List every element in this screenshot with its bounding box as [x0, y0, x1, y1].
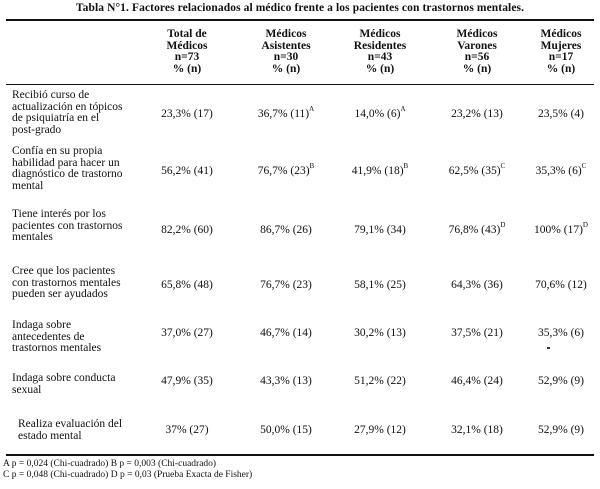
- footnote: A p = 0,024 (Chi-cuadrado) B p = 0,003 (Chi-cuadrado): [3, 459, 217, 469]
- cell-value: 32,1% (18): [451, 424, 503, 436]
- table-cell: [506, 162, 600, 177]
- column-n: n=17: [548, 51, 574, 63]
- table-cell: [132, 424, 242, 436]
- column-header-line: Mujeres: [540, 39, 582, 52]
- cell-value: 23,5% (4): [538, 108, 584, 120]
- row-label-line: pueden ser ayudados: [12, 288, 108, 301]
- cell-value: 41,9% (18): [351, 165, 404, 177]
- bottom-rule: [6, 454, 594, 456]
- column-unit: % (n): [462, 62, 492, 75]
- column-header-line: Total de: [167, 28, 207, 40]
- row-label-line: Tiene interés por los: [12, 208, 106, 220]
- row-label: [12, 146, 123, 192]
- row-label-line: de psiquiatría en el: [12, 112, 100, 125]
- cell-value: 46,4% (24): [451, 375, 503, 387]
- column-header-line: Médicos: [166, 39, 208, 52]
- column-header: [132, 29, 242, 75]
- cell-value: 86,7% (26): [260, 224, 312, 236]
- table-cell: [132, 279, 242, 291]
- table-cell: [506, 108, 600, 120]
- table-cell: [132, 375, 242, 387]
- significance-marker: B: [403, 162, 409, 171]
- row-label-line: habilidad para hacer un: [12, 156, 120, 169]
- cell-value: 37,5% (21): [451, 327, 503, 339]
- row-label-line: con trastornos mentales: [12, 276, 121, 289]
- cell-value: 76,8% (43): [448, 224, 501, 236]
- cell-value: 30,2% (13): [354, 327, 406, 339]
- table-cell: [325, 224, 435, 236]
- row-label: [12, 209, 123, 244]
- row-label-line: trastornos mentales: [12, 342, 102, 355]
- row-label-line: Cree que los pacientes: [12, 265, 116, 277]
- table-cell: [132, 165, 242, 177]
- table-cell: [325, 375, 435, 387]
- significance-marker: D: [582, 221, 588, 230]
- column-n: n=73: [174, 51, 200, 63]
- row-label-line: diagnóstico de trastorno: [12, 168, 123, 181]
- table-cell: [325, 279, 435, 291]
- cell-value: 23,2% (13): [451, 108, 503, 120]
- cell-value: 82,2% (60): [161, 224, 213, 236]
- column-unit: % (n): [172, 62, 202, 75]
- cell-value: 70,6% (12): [535, 279, 587, 291]
- cell-value: 56,2% (41): [161, 165, 213, 177]
- column-header-line: Médicos: [265, 28, 307, 40]
- cell-value: 36,7% (11): [257, 108, 310, 120]
- cell-value: 50,0% (15): [260, 424, 312, 436]
- column-unit: % (n): [546, 62, 576, 75]
- significance-marker: B: [309, 162, 315, 171]
- column-unit: % (n): [271, 62, 301, 75]
- row-label-line: pacientes con trastornos: [12, 219, 123, 232]
- significance-marker: C: [581, 162, 587, 171]
- cell-value: 37,0% (27): [161, 327, 213, 339]
- row-label-line: mentales: [12, 231, 53, 244]
- cell-value: 46,7% (14): [260, 327, 312, 339]
- significance-marker: C: [500, 162, 506, 171]
- table-cell: [132, 327, 242, 339]
- table-cell: [506, 279, 600, 291]
- scan-speck: [547, 347, 550, 349]
- cell-value: 52,9% (9): [538, 375, 584, 387]
- row-label: [12, 373, 115, 396]
- cell-value: 51,2% (22): [354, 375, 406, 387]
- header-rule: [6, 84, 594, 85]
- column-header: [325, 29, 435, 75]
- significance-marker: D: [500, 221, 506, 230]
- cell-value: 23,3% (17): [161, 108, 213, 120]
- table-cell: [325, 162, 435, 177]
- table-cell: [506, 221, 600, 236]
- column-header-line: Médicos: [359, 28, 401, 40]
- cell-value: 35,3% (6): [538, 327, 584, 339]
- cell-value: 47,9% (35): [161, 375, 213, 387]
- row-label-line: Recibió curso de: [12, 89, 90, 101]
- cell-value: 37% (27): [165, 424, 209, 436]
- cell-value: 76,7% (23): [260, 279, 312, 291]
- cell-value: 79,1% (34): [354, 224, 406, 236]
- column-header-line: Varones: [457, 39, 497, 52]
- cell-value: 65,8% (48): [161, 279, 213, 291]
- table-cell: [325, 327, 435, 339]
- row-label-line: post-grado: [12, 123, 62, 136]
- significance-marker: A: [400, 105, 406, 114]
- cell-value: 14,0% (6): [354, 108, 401, 120]
- column-unit: % (n): [365, 62, 395, 75]
- table-cell: [132, 108, 242, 120]
- table-title: Tabla N°1. Factores relacionados al médico frente a los pacientes con trastornos mentales.: [75, 2, 525, 14]
- cell-value: 58,1% (25): [354, 279, 406, 291]
- row-label-line: Confía en su propia: [12, 145, 103, 157]
- cell-value: 76,7% (23): [257, 165, 310, 177]
- top-rule: [6, 19, 594, 21]
- column-n: n=56: [464, 51, 490, 63]
- row-label-line: actualización en tópicos: [12, 100, 123, 113]
- column-header-line: Asistentes: [261, 39, 311, 52]
- cell-value: 35,3% (6): [535, 165, 582, 177]
- table-cell: [325, 424, 435, 436]
- cell-value: 100% (17): [534, 224, 583, 236]
- footnote: C p = 0,048 (Chi-cuadrado) D p = 0,03 (Prueba Exacta de Fisher): [3, 470, 253, 480]
- row-label-line: Indaga sobre conducta: [12, 372, 116, 384]
- cell-value: 43,3% (13): [260, 375, 312, 387]
- table-cell: [506, 327, 600, 339]
- column-n: n=43: [367, 51, 393, 63]
- row-label-line: estado mental: [18, 429, 82, 442]
- column-n: n=30: [273, 51, 299, 63]
- column-header-line: Residentes: [353, 39, 407, 52]
- significance-marker: A: [309, 105, 315, 114]
- row-label: [18, 419, 122, 442]
- column-header-line: Médicos: [540, 28, 582, 40]
- row-label: [12, 90, 122, 136]
- table-cell: [132, 224, 242, 236]
- row-label-line: Indaga sobre: [12, 319, 72, 331]
- row-label-line: sexual: [12, 383, 42, 396]
- cell-value: 27,9% (12): [354, 424, 406, 436]
- row-label-line: Realiza evaluación del: [18, 418, 123, 430]
- table-cell: [506, 424, 600, 436]
- row-label: [12, 320, 101, 355]
- cell-value: 62,5% (35): [448, 165, 501, 177]
- table-cell: [325, 105, 435, 120]
- table-cell: [506, 375, 600, 387]
- cell-value: 64,3% (36): [451, 279, 503, 291]
- row-label: [12, 266, 121, 301]
- column-header: [506, 29, 600, 75]
- row-label-line: mental: [12, 179, 44, 192]
- column-header-line: Médicos: [456, 28, 498, 40]
- cell-value: 52,9% (9): [538, 424, 584, 436]
- row-label-line: antecedentes de: [12, 330, 85, 343]
